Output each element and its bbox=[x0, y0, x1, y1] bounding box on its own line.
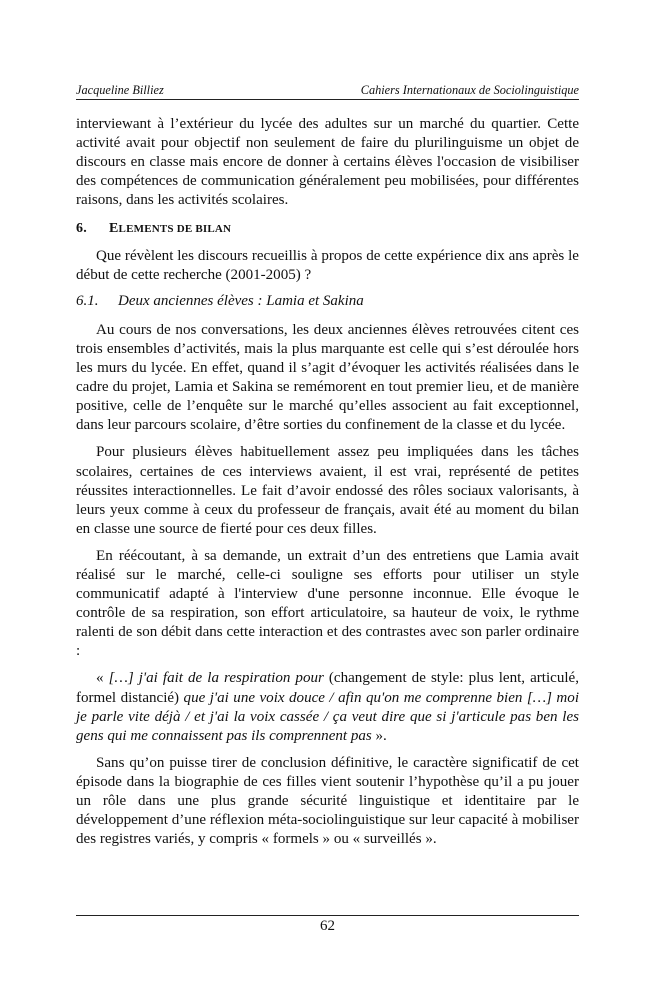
subsection-heading bbox=[76, 292, 579, 311]
page-number: 62 bbox=[320, 918, 335, 934]
subsection-number: 6.1. bbox=[76, 292, 99, 309]
paragraph-interviews: Pour plusieurs élèves habituellement assez peu impliquées dans les tâches scolaires, certaines de ces interviews avaient, il est vrai, représenté de petites réussites interactionnelles. Le fait d’avoir endossé des rôles sociaux valorisants, à leurs yeux comme à ceux du professeur de français, avait été au moment du bilan en classe une source de fierté pour ces deux filles. bbox=[76, 444, 579, 537]
paragraph-question: Que révèlent les discours recueillis à propos de cette expérience dix ans après le début de cette recherche (2001-2005) ? bbox=[76, 247, 579, 283]
running-header bbox=[76, 83, 579, 97]
body-text bbox=[76, 115, 579, 849]
header-rule bbox=[76, 99, 579, 100]
header-journal: Cahiers Internationaux de Sociolinguistique bbox=[360, 83, 579, 97]
section-heading bbox=[76, 219, 579, 239]
header-author: Jacqueline Billiez bbox=[76, 83, 164, 97]
footer-rule bbox=[76, 915, 579, 916]
paragraph-reecoutant: En réécoutant, à sa demande, un extrait d’un des entretiens que Lamia avait réalisé sur le marché, celle-ci souligne ses efforts pour utiliser un style communicatif adapté à l'interview d'une personne inconnue. Elle évoque le contrôle de sa respiration, son effort articulatoire, sa hauteur de voix, le rythme ralenti de son débit dans cette interaction et des contrastes avec son parler ordinaire : bbox=[76, 547, 579, 660]
subsection-title: Deux anciennes élèves : Lamia et Sakina bbox=[118, 292, 364, 309]
paragraph-conclusion: Sans qu’on puisse tirer de conclusion définitive, le caractère significatif de cet épisode dans la biographie de ces filles vient soutenir l’hypothèse qu’il a pu jouer un rôle dans une plus grande sécurité linguistique et identitaire par le développement d’une réflexion méta-sociolinguistique sur leur capacité à mobiliser des registres variés, y compris « formels » ou « surveillés ». bbox=[76, 754, 579, 848]
quote-plain-part: (changement de style: plus lent, articulé, formel distancié) bbox=[76, 670, 579, 706]
quote-close: ». bbox=[371, 727, 387, 744]
paragraph-conversations: Au cours de nos conversations, les deux anciennes élèves retrouvées citent ces trois ensembles d’activités, mais la plus marquante est celle qui s’est déroulée hors les murs du lycée. En effet, quand il s’agit d’évoquer les activités réalisées dans le cadre du projet, Lamia et Sakina se remémorent en tout premier lieu, et de manière positive, celle de l’enquête sur le marché qu’elles associent au fait exceptionnel, dans leur parcours scolaire, d’être sorties du confinement de la classe et du lycée. bbox=[76, 321, 579, 434]
quote-open: « bbox=[96, 670, 109, 687]
quote-italic-part2: que j'ai une voix douce / afin qu'on me comprenne bien […] moi je parle vite déjà / et j'ai la voix cassée / ça veut dire que si j'articule pas ben les gens qui me connaissent pas ils comprennent pas bbox=[76, 689, 579, 744]
quote-italic-part1: […] j'ai fait de la respiration pour bbox=[108, 670, 324, 687]
paragraph-quote bbox=[76, 669, 579, 745]
section-title-initial: E bbox=[109, 221, 119, 237]
paragraph-continuation: interviewant à l’extérieur du lycée des adultes sur un marché du quartier. Cette activité avait pour objectif non seulement de faire du plurilinguisme un objet de discours en classe mais encore de donner à certains élèves l'occasion de visibiliser des compétences de communication généralement peu mobilisées, pour différentes raisons, dans les activités scolaires. bbox=[76, 116, 579, 209]
section-title-rest: LEMENTS DE BILAN bbox=[118, 223, 232, 236]
section-number: 6. bbox=[76, 221, 87, 237]
